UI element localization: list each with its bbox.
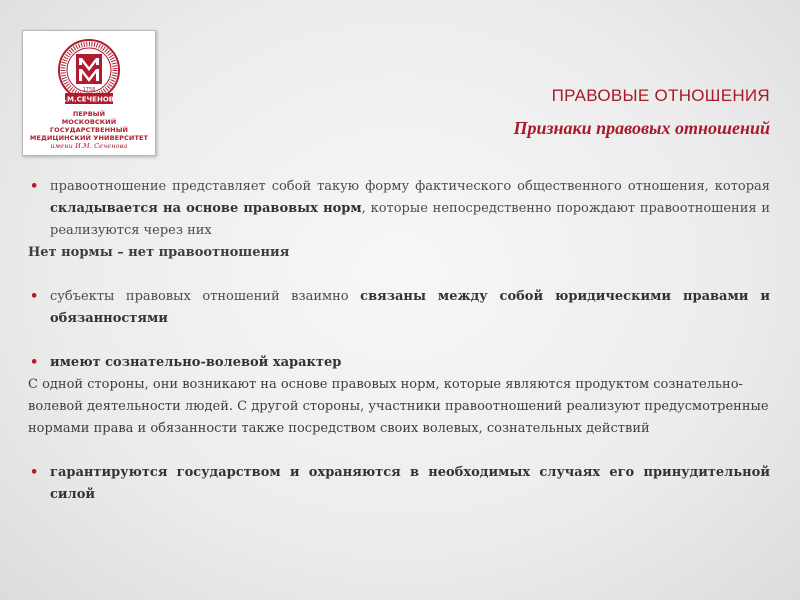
logo-line-1: ПЕРВЫЙ xyxy=(72,110,106,118)
page-title: ПРАВОВЫЕ ОТНОШЕНИЯ xyxy=(551,86,770,105)
university-emblem-icon xyxy=(51,37,127,109)
logo-ribbon-text: И.М.СЕЧЕНОВА xyxy=(58,95,120,104)
page-subtitle: Признаки правовых отношений xyxy=(513,118,770,138)
slide-content xyxy=(28,176,770,506)
bullet-icon: • xyxy=(30,465,39,480)
bullet-paragraph-4: • гарантируются государством и охраняются в необходимых случаях его принудительной силой xyxy=(28,462,770,506)
bullet-paragraph-3: • имеют сознательно-волевой характер xyxy=(28,352,770,374)
bullet-icon: • xyxy=(30,289,39,304)
logo-caption xyxy=(23,110,155,150)
logo-line-3: МЕДИЦИНСКИЙ УНИВЕРСИТЕТ xyxy=(29,134,149,142)
bullet-icon: • xyxy=(30,179,39,194)
bullet-paragraph-1: • правоотношение представляет собой такую форму фактического общественного отношения, которая складывается на основе правовых норм, которые непосредственно порождают правоотношения и реализуются через них xyxy=(28,176,770,242)
logo-subline: имени И.М. Сеченова xyxy=(50,142,128,150)
bullet-icon: • xyxy=(30,355,39,370)
explanation-paragraph: С одной стороны, они возникают на основе правовых норм, которые являются продуктом сознательно-волевой деятельности людей. С другой стороны, участники правоотношений реализуют предусмотренные нормами права и обязанности также посредством своих волевых, сознательных действий xyxy=(28,377,769,436)
university-logo xyxy=(22,30,156,156)
logo-line-2: МОСКОВСКИЙ ГОСУДАРСТВЕННЫЙ xyxy=(49,118,129,134)
bullet-paragraph-2: • субъекты правовых отношений взаимно связаны между собой юридическими правами и обязанностями xyxy=(28,286,770,330)
emphasis-line: Нет нормы – нет правоотношения xyxy=(28,245,290,260)
logo-year: 1758 xyxy=(82,87,96,93)
